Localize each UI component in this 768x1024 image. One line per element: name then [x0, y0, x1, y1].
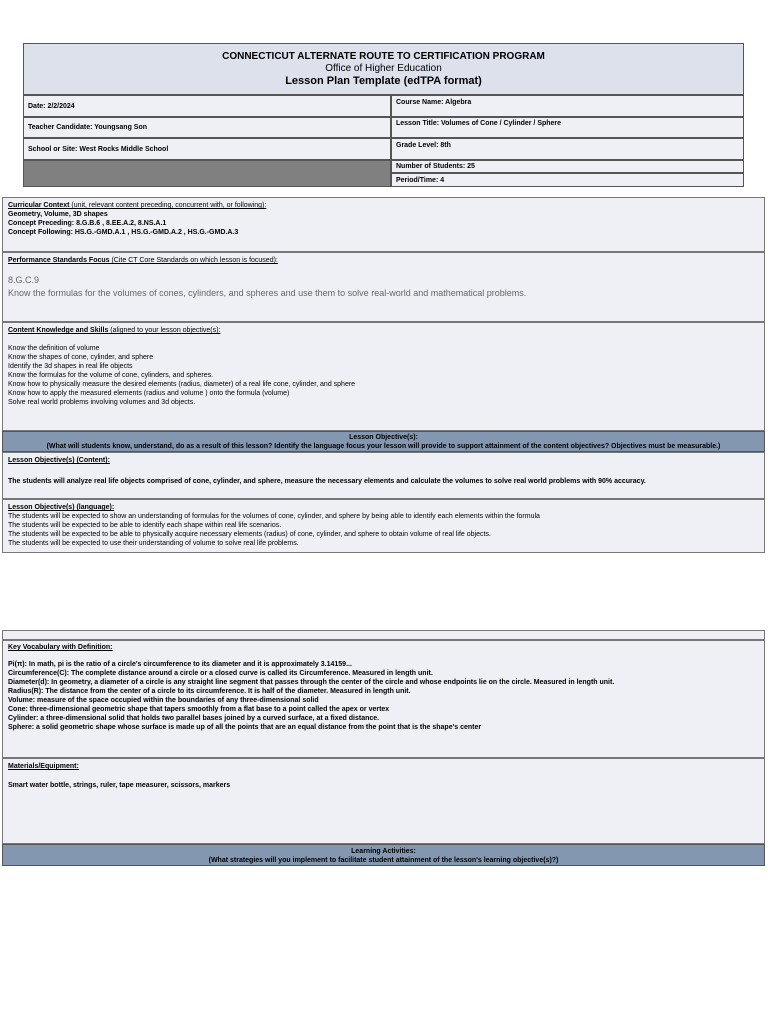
students-cell: [391, 160, 744, 173]
content-knowledge-line: Know how to apply the measured elements (radius and volume ) onto the formula (volume): [8, 390, 290, 397]
date-cell: [23, 95, 391, 117]
content-knowledge-line: Identify the 3d shapes in real life objects: [8, 363, 133, 370]
grade-text: Grade Level: 8th: [396, 142, 451, 149]
vocabulary-line: Diameter(d): In geometry, a diameter of a circle is any straight line segment that passes through the center of the circle and whose endpoints lie on the circle. Measured in length unit.: [8, 679, 615, 686]
objective-content-heading: Lesson Objective(s) (Content):: [8, 457, 110, 464]
learning-activities-title: Learning Activities:: [351, 848, 416, 855]
curricular-line: Concept Preceding: 8.G.B.6 , 8.EE.A.2, 8.NS.A.1: [8, 220, 167, 227]
vocabulary-line: Cylinder: a three-dimensional solid that holds two parallel bases joined by a curved surface, at a fixed distance.: [8, 715, 380, 722]
objective-language-lines: [8, 512, 759, 548]
period-cell: [391, 173, 744, 187]
materials-section: [2, 758, 765, 844]
objective-language-heading: Lesson Objective(s) (language):: [8, 504, 115, 511]
curricular-heading-line: [8, 201, 759, 210]
empty-dark-cell: [23, 160, 391, 187]
content-knowledge-line: Solve real world problems involving volumes and 3d objects.: [8, 399, 196, 406]
period-text: Period/Time: 4: [396, 176, 445, 184]
curricular-heading-note: (unit, relevant content preceding, concurrent with, or following):: [69, 202, 267, 209]
program-title: CONNECTICUT ALTERNATE ROUTE TO CERTIFICATION PROGRAM: [222, 51, 545, 62]
teacher-text: Teacher Candidate: Youngsang Son: [28, 124, 148, 131]
vocabulary-line: Pi(π): In math, pi is the ratio of a circle's circumference to its diameter and it is approximately 3.14159...: [8, 661, 352, 668]
curricular-line: Geometry, Volume, 3D shapes: [8, 211, 108, 218]
students-text: Number of Students: 25: [396, 163, 475, 170]
curricular-heading: Curricular Context: [8, 202, 70, 209]
course-cell: [391, 95, 744, 117]
vocabulary-line: Cone: three-dimensional geometric shape that tapers smoothly from a flat base to a point called the apex or vertex: [8, 706, 390, 713]
objective-content-section: [2, 452, 765, 499]
objective-content-text: The students will analyze real life objects comprised of cone, cylinder, and sphere, measure the necessary elements and calculate the volumes to solve real world problems with 90% accuracy.: [8, 478, 646, 485]
vocabulary-line: Volume: measure of the space occupied within the boundaries of any three-dimensional solid: [8, 697, 319, 704]
date-text: Date: 2/2/2024: [28, 102, 75, 110]
standards-heading-note: (Cite CT Core Standards on which lesson is focused):: [109, 257, 278, 264]
objective-language-line: The students will be expected to show an understanding of formulas for the volumes of cone, cylinder, and sphere by being able to identify each elements within the formula: [8, 513, 540, 520]
content-knowledge-heading-note: (aligned to your lesson objective(s):: [108, 327, 221, 334]
standards-heading: Performance Standards Focus: [8, 257, 110, 264]
materials-text: Smart water bottle, strings, ruler, tape measurer, scissors, markers: [8, 782, 231, 789]
vocabulary-top-strip: [2, 630, 765, 640]
grade-cell: [391, 138, 744, 160]
lesson-title-cell: [391, 117, 744, 138]
content-knowledge-section: [2, 322, 765, 431]
vocabulary-line: Radius(R): The distance from the center of a circle to its circumference. It is half of the diameter. Measured in length unit.: [8, 688, 411, 695]
content-knowledge-lines: [8, 344, 759, 407]
vocabulary-heading: Key Vocabulary with Definition:: [8, 644, 113, 651]
standards-text: Know the formulas for the volumes of cones, cylinders, and spheres and use them to solve real-world and mathematical problems.: [8, 288, 527, 298]
standards-heading-line: [8, 256, 759, 265]
curricular-context-section: [2, 197, 765, 252]
content-knowledge-line: Know the formulas for the volume of cone, cylinders, and spheres.: [8, 372, 214, 379]
standards-code: 8.G.C.9: [8, 275, 40, 285]
materials-heading: Materials/Equipment:: [8, 763, 79, 770]
content-knowledge-line: Know the shapes of cone, cylinder, and sphere: [8, 354, 154, 361]
teacher-cell: [23, 117, 391, 138]
content-knowledge-line: Know how to physically measure the desired elements (radius, diameter) of a real life cone, cylinder, and sphere: [8, 381, 356, 388]
vocabulary-section: [2, 640, 765, 758]
course-text: Course Name: Algebra: [396, 99, 472, 106]
school-text: School or Site: West Rocks Middle School: [28, 145, 169, 153]
objectives-band-title: Lesson Objective(s):: [349, 434, 418, 441]
lesson-title-text: Lesson Title: Volumes of Cone / Cylinder / Sphere: [396, 120, 562, 127]
template-title: Lesson Plan Template (edTPA format): [285, 75, 482, 87]
learning-activities-band: [2, 844, 765, 866]
objectives-band-subtitle: (What will students know, understand, do as a result of this lesson? Identify the language focus your lesson will provide to support attainment of the content objectives? Objectives must be measurable.): [46, 443, 721, 450]
curricular-line: Concept Following: HS.G.-GMD.A.1 , HS.G.-GMD.A.2 , HS.G.-GMD.A.3: [8, 229, 239, 236]
curricular-lines: [8, 210, 759, 237]
vocabulary-line: Sphere: a solid geometric shape whose surface is made up of all the points that are an equal distance from the point that is the shape's center: [8, 724, 482, 731]
school-cell: [23, 138, 391, 160]
vocabulary-lines: [8, 660, 759, 732]
learning-activities-subtitle: (What strategies will you implement to facilitate student attainment of the lesson's learning objective(s)?): [208, 857, 559, 864]
objective-language-line: The students will be expected to use their understanding of volume to solve real life problems.: [8, 540, 299, 547]
content-knowledge-line: Know the definition of volume: [8, 345, 100, 352]
document-header: [23, 43, 744, 95]
content-knowledge-heading-line: [8, 326, 759, 335]
objectives-band: [2, 431, 765, 452]
content-knowledge-heading: Content Knowledge and Skills: [8, 327, 109, 334]
objective-language-line: The students will be expected to be able to physically acquire necessary elements (radius) of cone, cylinder, and sphere to obtain volume of real life objects.: [8, 531, 491, 538]
standards-section: [2, 252, 765, 322]
office-title: Office of Higher Education: [325, 63, 442, 74]
objective-language-section: [2, 499, 765, 553]
vocabulary-line: Circumference(C): The complete distance around a circle or a closed curve is called its Circumference. Measured in length unit.: [8, 670, 433, 677]
objective-language-line: The students will be expected to be able to identify each shape within real life scenarios.: [8, 522, 282, 529]
